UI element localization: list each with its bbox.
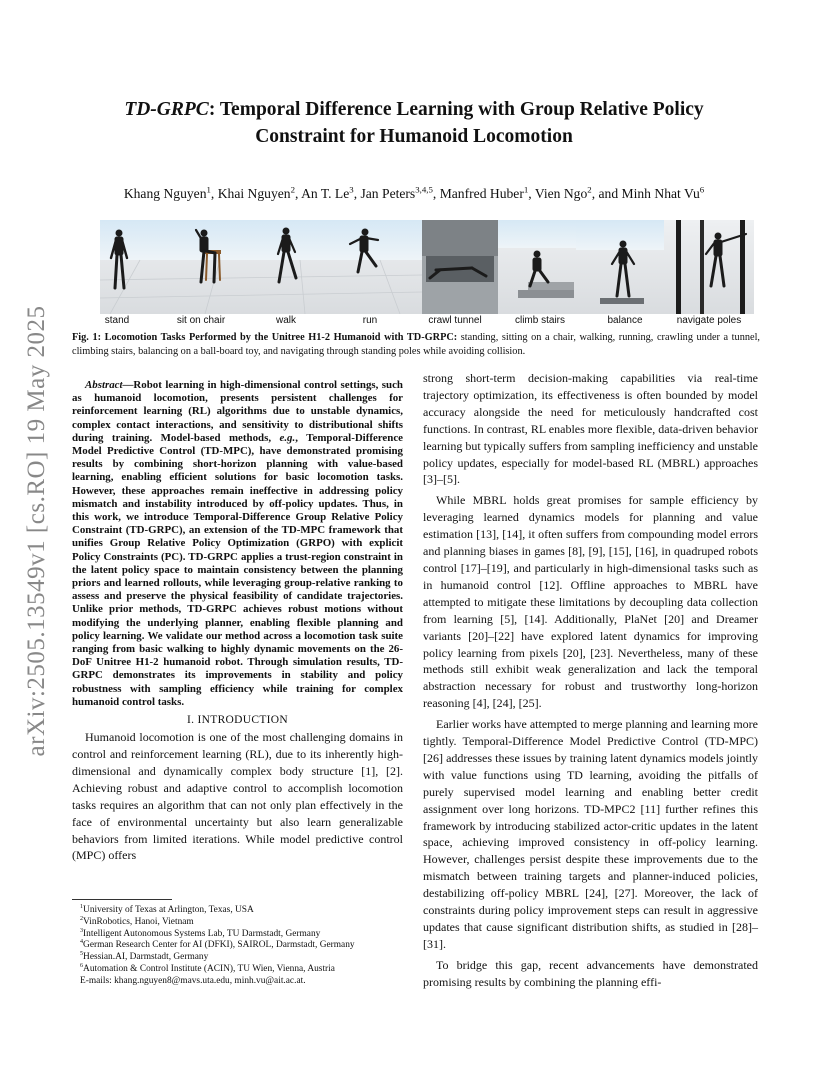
- author-affiliation: 3,4,5: [415, 184, 433, 195]
- body-paragraph: While MBRL holds great promises for sample efficiency by leveraging learned dynamics models for planning and value estimation [13], [14], it often suffers from compounding model errors and planning biases in games [8], [9], [15], [16], in quadruped robots control [17]–[19], and particularly in high-dimensional tasks such as in humanoid control [12]. Offline approaches to MBRL have attempted to mitigate these limitations by decoupling data collection from learning [5], [14]. Additionally, PlaNet [20] and Dreamer variants [20]–[22] have explored latent dynamics for improving policy learning from pixels [20], [23]. Nevertheless, many of these methods still exhibit weak generalization and lack the temporal abstraction necessary for robust and trustworthy long-horizon reasoning [4], [24], [25].: [423, 493, 758, 711]
- figure-labels: [100, 315, 754, 331]
- footnote-marker: 2: [80, 915, 84, 922]
- figure-strip: [100, 220, 754, 314]
- author-name: Jan Peters: [360, 186, 416, 201]
- footnote: [80, 976, 410, 988]
- footnote: [80, 929, 410, 941]
- figure-caption: [72, 331, 760, 358]
- footnote-text: Intelligent Autonomous Systems Lab, TU Darmstadt, Germany: [83, 928, 321, 939]
- label-sit-on-chair: sit on chair: [176, 315, 226, 326]
- footnote-marker: 4: [80, 939, 84, 946]
- footnote-text: Hessian.AI, Darmstadt, Germany: [83, 952, 209, 963]
- left-column: [72, 379, 403, 864]
- abstract-eg: e.g.: [279, 431, 296, 444]
- section-title-first: I: [197, 714, 202, 727]
- author-affiliation: 1: [523, 184, 529, 195]
- label-crawl-tunnel: crawl tunnel: [428, 315, 482, 326]
- label-balance: balance: [607, 315, 643, 326]
- author-name: An T. Le: [301, 186, 350, 201]
- footnote: [80, 952, 410, 964]
- footnote-marker: 6: [80, 962, 84, 969]
- body-paragraph: To bridge this gap, recent advancements have demonstrated promising results by combining the planning effi-: [423, 957, 758, 989]
- footnote-marker: 5: [80, 951, 84, 958]
- caption-bold: Fig. 1: Locomotion Tasks Performed by the Unitree H1-2 Humanoid with TD-GRPC:: [72, 332, 458, 343]
- label-walk: walk: [275, 315, 297, 326]
- abstract-text-a: —Robot learning in high-dimensional control settings, such as humanoid locomotion, presents persistent challenges for reinforcement learning (RL) algorithms due to unstable dynamics, complex contact interactions, and sensitivity to distributional shifts during training. Model-based methods,: [72, 379, 403, 444]
- title-line2: Constraint for Humanoid Locomotion: [255, 126, 573, 147]
- author-affiliation: 3: [349, 184, 354, 195]
- author-name: Khai Nguyen: [217, 186, 291, 201]
- label-run: run: [362, 315, 378, 326]
- label-climb-stairs: climb stairs: [514, 315, 566, 326]
- author: [622, 186, 705, 201]
- author-name: Manfred Huber: [439, 186, 524, 201]
- body-paragraph: Earlier works have attempted to merge planning and learning more tightly. Temporal-Difference Model Predictive Control (TD-MPC) [26] addresses these issues by training latent dynamics models jointly with value functions using TD learning, avoiding the pitfalls of purely supervised model learning and enabling better credit assignment over long horizons. TD-MPC2 [11] further refines this framework by introducing stabilized actor-critic updates in the latent space, achieving improved consistency in off-policy learning. However, challenges persist despite these improvements due to the mismatch between training targets and planner-induced policies, destabilizing off-policy MBRL [24], [27]. Moreover, the lack of constraints during policy improvement steps can result in aggressive updates that cause significant distribution shifts, as studied in [28]–[31].: [423, 717, 758, 951]
- intro-paragraph: Humanoid locomotion is one of the most challenging domains in control and reinforcement learning (RL), due to its inherently high-dimensional and dynamically complex body structure [1], [2]. Achieving robust and adaptive control to accomplish locomotion tasks requires an algorithm that can not only plan effectively in the face of environmental uncertainty but also learn generalizable behaviors from limited iterations. While model predictive control (MPC) offers: [72, 730, 403, 863]
- label-navigate-poles: navigate poles: [676, 315, 742, 326]
- abstract-text-b: , Temporal-Difference Model Predictive Control (TD-MPC), have demonstrated promising results by combining short-horizon planning with value-based learning, enabling efficient solutions for basic locomotion tasks. However, these approaches remain ineffective in addressing policy mismatch and instability introduced by off-policy updates. Thus, in this work, we introduce Temporal-Difference Group Relative Policy Constraint (TD-GRPC), an extension of the TD-MPC framework that unifies Group Relative Policy Optimization (GRPO) with explicit Policy Constraints (PC). TD-GRPC applies a trust-region constraint in the latent policy space to maintain consistency between the planning priors and learned rollouts, while leveraging group-relative ranking to assess and preserve the physical feasibility of candidate trajectories. Unlike prior methods, TD-GRPC achieves robust motions without modifying the underlying planner, enabling flexible planning and policy learning. We validate our method across a locomotion task suite ranging from basic walking to highly dynamic movements on the 26-DoF Unitree H1-2 humanoid robot. Through simulation results, TD-GRPC demonstrates its improvements in stability and policy robustness with sampling efficiency while training for complex humanoid control tasks.: [72, 431, 403, 708]
- author: [360, 186, 432, 201]
- right-column: [423, 370, 758, 995]
- footnote-text: University of Texas at Arlington, Texas, USA: [83, 905, 254, 915]
- author-affiliation: 6: [699, 184, 705, 195]
- footnote-text: Automation & Control Institute (ACIN), TU Wien, Vienna, Austria: [83, 963, 335, 974]
- caption-text: standing, sitting on a chair, walking, running, crawling under a tunnel, climbing stairs, balancing on a ball-board toy, and navigating through standing poles while avoiding collision.: [72, 332, 760, 357]
- abstract: [72, 379, 403, 709]
- abstract-label: Abstract: [85, 379, 123, 391]
- footnote-text: German Research Center for AI (DFKI), SAIROL, Darmstadt, Germany: [83, 940, 355, 951]
- section-heading: [72, 714, 403, 726]
- author: [301, 186, 354, 201]
- author-list: Khang Nguyen$^1$, Khai Nguyen$^2$, An T. Le$^3$, Jan Peters$^{3,4,5}$, Manfred Huber$^1$, Vien Ngo$^2$, and Minh Nhat Vu$^6$: [123, 184, 705, 201]
- author: [440, 186, 529, 201]
- title-italic: TD-GRPC: [124, 99, 209, 120]
- label-stand: stand: [104, 315, 130, 326]
- footnote: [80, 940, 410, 952]
- footnote: [80, 917, 410, 929]
- arxiv-stamp: arXiv:2505.13549v1 [cs.RO] 19 May 2025: [23, 305, 50, 757]
- author-name: Vien Ngo: [534, 186, 588, 201]
- footnote: [80, 905, 410, 917]
- figure-image: [100, 220, 754, 314]
- footnotes: [80, 905, 410, 988]
- author-affiliation: 2: [290, 184, 296, 195]
- footnote-text: E-mails: khang.nguyen8@mavs.uta.edu, minh.vu@ait.ac.at.: [80, 975, 306, 986]
- author-affiliation: 1: [206, 184, 211, 195]
- footnote-marker: 1: [80, 903, 84, 910]
- footnote: [80, 964, 410, 976]
- footnote-marker: 3: [80, 927, 84, 934]
- paper-title: [0, 96, 828, 150]
- author: [218, 186, 295, 201]
- author: [124, 186, 211, 201]
- author-name: Minh Nhat Vu: [621, 186, 700, 201]
- body-paragraph: strong short-term decision-making capabilities via real-time trajectory optimization, its effectiveness is often bounded by model accuracy alongside the need for meticulously handcrafted cost functions. In contrast, RL enables more flexible, data-driven behavior learning but typically suffers from sampling inefficiency and unstable policy updates, especially for model-based RL (MBRL) approaches [3]–[5].: [423, 371, 758, 487]
- author: [535, 186, 592, 201]
- title-line1: : Temporal Difference Learning with Group Relative Policy: [208, 99, 704, 120]
- section-title-rest: NTRODUCTION: [201, 714, 288, 727]
- section-numeral: I.: [187, 714, 195, 727]
- author-affiliation: 2: [587, 184, 592, 195]
- author-name: Khang Nguyen: [123, 186, 207, 201]
- footnote-separator: [72, 899, 172, 900]
- footnote-text: VinRobotics, Hanoi, Vietnam: [83, 916, 194, 927]
